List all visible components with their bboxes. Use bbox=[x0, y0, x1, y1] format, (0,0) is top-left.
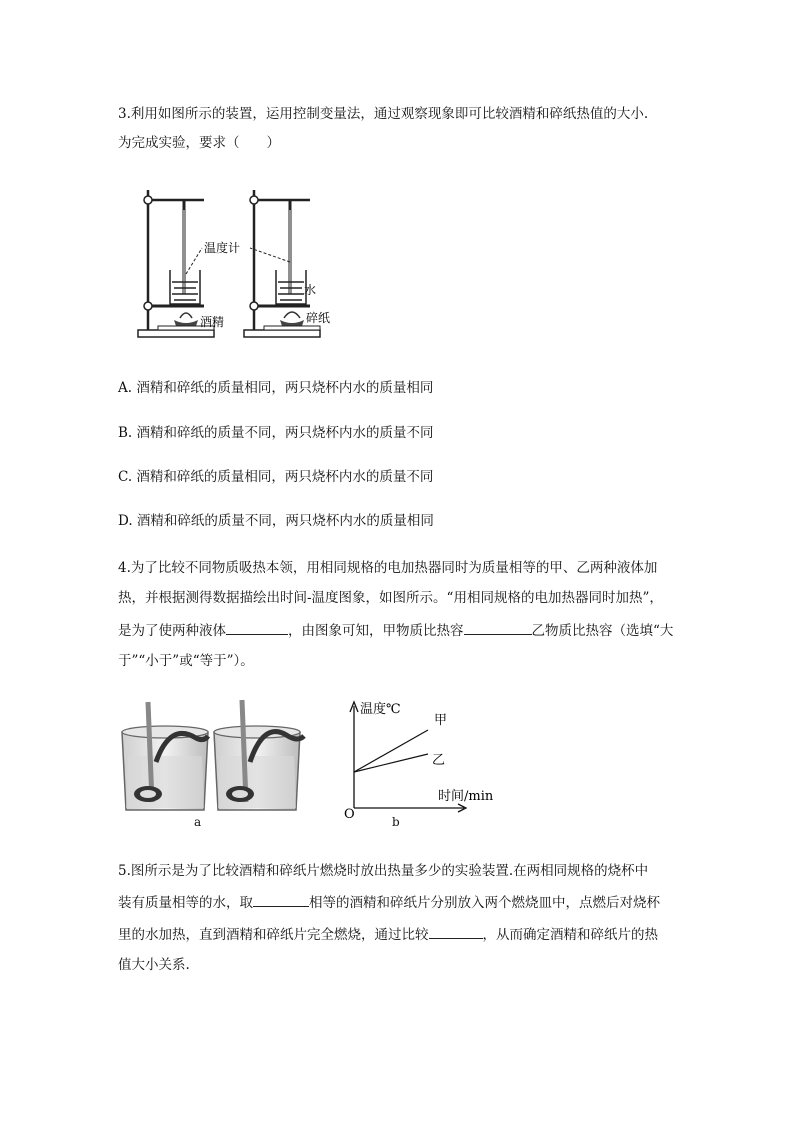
q5-line2-part2: 相等的酒精和碎纸片分别放入两个燃烧皿中，点燃后对烧杯 bbox=[309, 895, 660, 911]
q4-stem-line4: 于”“小于”或“等于”）。 bbox=[118, 653, 254, 669]
q5-line2-part1: 装有质量相等的水，取 bbox=[118, 895, 253, 911]
q5-stem-line2 bbox=[118, 892, 660, 913]
q4-answer-blank-2[interactable] bbox=[464, 620, 532, 635]
label-water: 水 bbox=[304, 283, 317, 297]
q4-beakers-photo bbox=[118, 698, 308, 816]
q5-answer-blank-2[interactable] bbox=[429, 924, 483, 939]
q3-stem-line2: 为完成实验，要求（ ） bbox=[118, 135, 280, 151]
fig-b-caption: b bbox=[392, 815, 400, 829]
q4-stem-line1: 4.为了比较不同物质吸热本领，用相同规格的电加热器同时为质量相等的甲、乙两种液体加 bbox=[118, 560, 658, 576]
q5-line3-part1: 里的水加热，直到酒精和碎纸片完全燃烧，通过比较 bbox=[118, 927, 429, 943]
q4-answer-blank-1[interactable] bbox=[226, 620, 288, 635]
q3-option-c: C. 酒精和碎纸的质量相同，两只烧杯内水的质量不同 bbox=[118, 469, 434, 485]
q4-stem-line3 bbox=[118, 620, 673, 641]
label-paper: 碎纸 bbox=[306, 311, 331, 325]
origin-label: O bbox=[344, 807, 355, 822]
q4-temperature-graph bbox=[336, 700, 516, 824]
q3-apparatus-figure bbox=[134, 182, 344, 342]
series-line-jia bbox=[354, 730, 428, 772]
q4-line3-part1: 是为了使两种液体 bbox=[118, 623, 226, 639]
q3-option-d: D. 酒精和碎纸的质量不同，两只烧杯内水的质量相同 bbox=[118, 513, 434, 529]
q5-stem-line3 bbox=[118, 924, 658, 945]
label-thermometer: 温度计 bbox=[204, 241, 241, 255]
label-alcohol: 酒精 bbox=[200, 315, 225, 329]
series-line-yi bbox=[354, 754, 428, 772]
x-axis-label: 时间/min bbox=[438, 789, 494, 804]
series-label-jia: 甲 bbox=[434, 713, 448, 728]
y-axis-label: 温度℃ bbox=[360, 702, 401, 717]
q5-answer-blank-1[interactable] bbox=[253, 892, 309, 907]
series-label-yi: 乙 bbox=[432, 753, 446, 768]
q4-line3-part2: ，由图象可知，甲物质比热容 bbox=[288, 623, 464, 639]
q5-stem-line4: 值大小关系. bbox=[118, 957, 190, 973]
q3-option-a: A. 酒精和碎纸的质量相同，两只烧杯内水的质量相同 bbox=[118, 380, 434, 396]
q5-line3-part2: ，从而确定酒精和碎纸片的热 bbox=[482, 927, 658, 943]
q4-stem-line2: 热，并根据测得数据描绘出时间-温度图象，如图所示。“用相同规格的电加热器同时加热”， bbox=[118, 590, 663, 606]
q5-stem-line1: 5.图所示是为了比较酒精和碎纸片燃烧时放出热量多少的实验装置.在两相同规格的烧杯中 bbox=[118, 863, 649, 879]
q4-line3-part3: 乙物质比热容（选填“大 bbox=[531, 623, 674, 639]
fig-a-caption: a bbox=[194, 815, 202, 829]
q3-option-b: B. 酒精和碎纸的质量不同，两只烧杯内水的质量不同 bbox=[118, 425, 434, 441]
q3-stem-line1: 3.利用如图所示的装置，运用控制变量法，通过观察现象即可比较酒精和碎纸热值的大小. bbox=[118, 106, 649, 122]
